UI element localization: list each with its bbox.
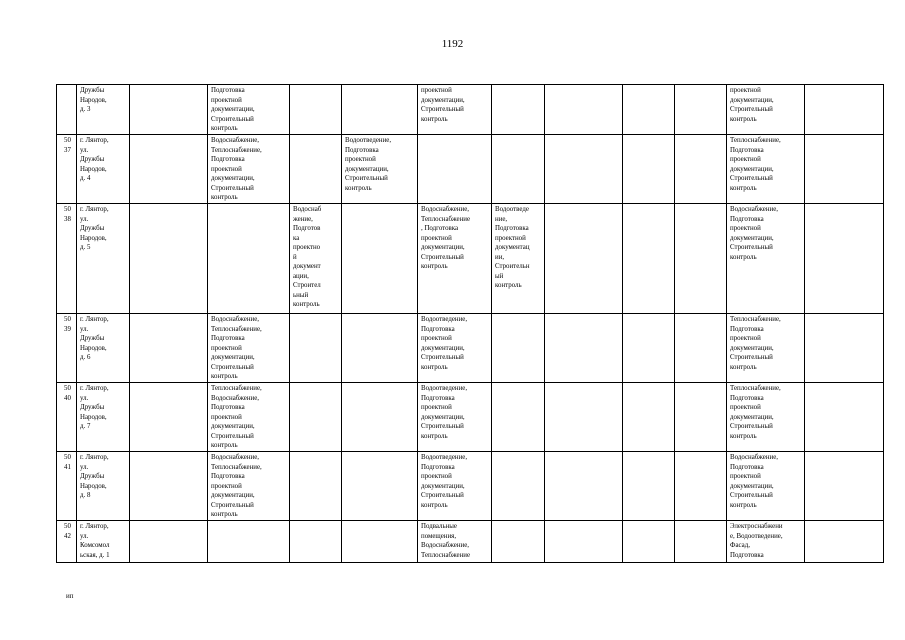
table-cell <box>57 85 77 135</box>
table-cell <box>675 383 727 452</box>
table-row <box>57 521 884 563</box>
table-cell <box>545 204 623 314</box>
table-cell: проектной документации, Строительный контроль <box>418 85 492 135</box>
table-cell: Водоснаб жение, Подготов ка проектно й документ ации, Строител ьный контроль <box>290 204 342 314</box>
table-cell: Дружбы Народов, д. 3 <box>77 85 130 135</box>
table-cell <box>290 314 342 383</box>
table-cell: Водоснабжение, Подготовка проектной документации, Строительный контроль <box>727 452 805 521</box>
table-cell <box>805 135 884 204</box>
table-cell <box>290 452 342 521</box>
table-cell: Подготовка проектной документации, Строительный контроль <box>208 85 290 135</box>
table-cell <box>342 85 418 135</box>
table-cell: 50 38 <box>57 204 77 314</box>
table-cell <box>805 314 884 383</box>
table-row <box>57 204 884 314</box>
table-cell: 50 40 <box>57 383 77 452</box>
table-row <box>57 135 884 204</box>
table-cell <box>623 204 675 314</box>
table-cell <box>418 135 492 204</box>
table-cell: Водоотведение, Подготовка проектной документации, Строительный контроль <box>342 135 418 204</box>
table-cell <box>623 521 675 563</box>
table-cell: Теплоснабжение, Подготовка проектной документации, Строительный контроль <box>727 135 805 204</box>
table-cell: 50 42 <box>57 521 77 563</box>
table-cell <box>290 521 342 563</box>
table-cell <box>805 452 884 521</box>
table-cell <box>805 521 884 563</box>
table-cell: г. Лянтор, ул. Дружбы Народов, д. 4 <box>77 135 130 204</box>
table-cell <box>492 521 545 563</box>
table-cell: 50 39 <box>57 314 77 383</box>
table-cell <box>342 314 418 383</box>
table-cell <box>545 521 623 563</box>
table-cell <box>208 204 290 314</box>
table-cell: Водоснабжение, Теплоснабжение, Подготовка проектной документации, Строительный контроль <box>208 452 290 521</box>
table-cell: г. Лянтор, ул. Дружбы Народов, д. 5 <box>77 204 130 314</box>
table-row <box>57 383 884 452</box>
table-cell <box>623 314 675 383</box>
table-cell: проектной документации, Строительный контроль <box>727 85 805 135</box>
table-cell: Подвальные помещения, Водоснабжение, Теплоснабжение <box>418 521 492 563</box>
table-cell: г. Лянтор, ул. Комсомол ьская, д. 1 <box>77 521 130 563</box>
table-cell <box>675 314 727 383</box>
table-row <box>57 314 884 383</box>
table-cell <box>130 452 208 521</box>
table-cell <box>805 85 884 135</box>
table-cell <box>545 135 623 204</box>
table-row <box>57 452 884 521</box>
table-cell: Водоснабжение, Теплоснабжение , Подготовка проектной документации, Строительный контроль <box>418 204 492 314</box>
table-cell <box>623 85 675 135</box>
table-cell <box>130 135 208 204</box>
table-cell: Водоснабжение, Теплоснабжение, Подготовка проектной документации, Строительный контроль <box>208 135 290 204</box>
footer-mark: ип <box>66 592 74 600</box>
table-cell <box>805 383 884 452</box>
table-cell <box>545 314 623 383</box>
table-cell <box>545 383 623 452</box>
table-cell <box>130 314 208 383</box>
table-cell <box>492 135 545 204</box>
table-cell <box>623 135 675 204</box>
table-cell <box>208 521 290 563</box>
table-cell <box>623 383 675 452</box>
table-cell: Водоснабжение, Подготовка проектной документации, Строительный контроль <box>727 204 805 314</box>
table-cell: г. Лянтор, ул. Дружбы Народов, д. 8 <box>77 452 130 521</box>
table-cell: Водоотведение, Подготовка проектной документации, Строительный контроль <box>418 383 492 452</box>
table-cell <box>342 521 418 563</box>
table-cell: Теплоснабжение, Водоснабжение, Подготовка проектной документации, Строительный контроль <box>208 383 290 452</box>
table-cell: г. Лянтор, ул. Дружбы Народов, д. 6 <box>77 314 130 383</box>
table-cell <box>130 204 208 314</box>
table-cell: Теплоснабжение, Подготовка проектной документации, Строительный контроль <box>727 314 805 383</box>
works-table <box>56 84 884 563</box>
table-cell: Водоотведение, Подготовка проектной документации, Строительный контроль <box>418 452 492 521</box>
table-cell <box>545 452 623 521</box>
table-cell: г. Лянтор, ул. Дружбы Народов, д. 7 <box>77 383 130 452</box>
table-cell: 50 37 <box>57 135 77 204</box>
table-cell <box>342 204 418 314</box>
table-cell <box>130 383 208 452</box>
table-cell <box>492 85 545 135</box>
table-cell: Теплоснабжение, Подготовка проектной документации, Строительный контроль <box>727 383 805 452</box>
table-cell <box>290 383 342 452</box>
table-cell: Электроснабжени е, Водоотведение, Фасад, Подготовка <box>727 521 805 563</box>
table-cell <box>675 452 727 521</box>
table-cell <box>623 452 675 521</box>
table-cell <box>492 452 545 521</box>
table-cell <box>342 452 418 521</box>
table-cell <box>675 135 727 204</box>
table-cell <box>290 85 342 135</box>
table-cell <box>545 85 623 135</box>
table-cell <box>130 85 208 135</box>
table-cell <box>805 204 884 314</box>
table-cell: Водоснабжение, Теплоснабжение, Подготовка проектной документации, Строительный контроль <box>208 314 290 383</box>
page-number: 1192 <box>441 38 464 50</box>
table-cell <box>675 204 727 314</box>
table-cell <box>675 521 727 563</box>
table-cell: 50 41 <box>57 452 77 521</box>
table-cell <box>130 521 208 563</box>
table-cell: Водоотведение, Подготовка проектной документации, Строительный контроль <box>418 314 492 383</box>
table-cell: Водоотведе ние, Подготовка проектной документац ии, Строительн ый контроль <box>492 204 545 314</box>
table-cell <box>492 383 545 452</box>
table-cell <box>492 314 545 383</box>
table-row <box>57 85 884 135</box>
table-cell <box>290 135 342 204</box>
table-cell <box>675 85 727 135</box>
table-cell <box>342 383 418 452</box>
